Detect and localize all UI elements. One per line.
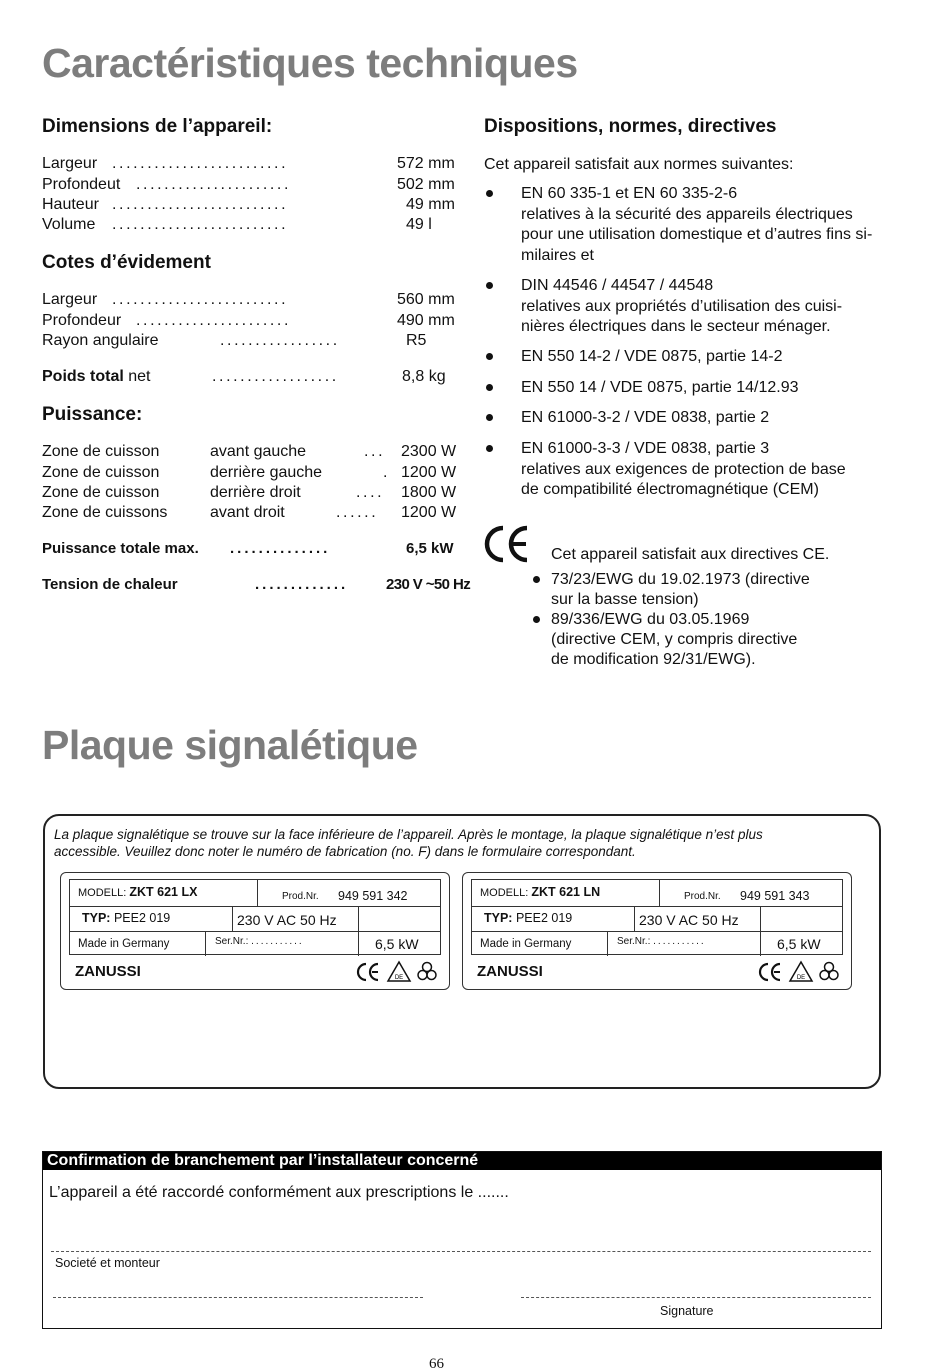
power-zone-value: 2300 W (401, 443, 457, 460)
dimension-row (42, 176, 462, 196)
standard-text: relatives à la sécurité des appareils électriques (521, 205, 853, 223)
modell-label: MODELL: (78, 887, 127, 899)
certification-marks-icon (755, 959, 845, 985)
power-row (42, 464, 462, 484)
leader-dots: ......................... (112, 291, 289, 308)
leader-dots: . (383, 464, 391, 481)
svg-text:DE: DE (394, 975, 404, 981)
leader-dots: ............. (255, 576, 349, 593)
dimension-row (42, 196, 462, 216)
ser-label: Ser.Nr.: (617, 936, 651, 947)
power-rating: 6,5 kW (777, 936, 821, 952)
standard-code: EN 550 14-2 / VDE 0875, partie 14-2 (521, 348, 783, 365)
leader-dots: .................. (212, 368, 339, 385)
rating-plate (462, 872, 852, 990)
power-zone-value: 1800 W (401, 484, 457, 501)
standard-text: nières électriques dans le secteur ménager. (521, 318, 831, 335)
leader-dots: ...................... (136, 176, 291, 193)
cutout-row (42, 312, 462, 332)
company-line[interactable] (51, 1251, 871, 1252)
page-number: 66 (429, 1356, 444, 1372)
signature-label: Signature (660, 1304, 714, 1318)
modell-value: ZKT 621 LN (531, 885, 601, 899)
made-in: Made in Germany (78, 938, 170, 950)
date-line[interactable] (53, 1297, 423, 1298)
typ-label: TYP: (484, 911, 513, 925)
plate-note-line: La plaque signalétique se trouve sur la face inférieure de l’appareil. Après le montage, la plaque signalétique n’est plus (54, 827, 763, 842)
ce-intro: Cet appareil satisfait aux directives CE. (551, 546, 830, 563)
power-zone-label: Zone de cuisson (42, 484, 160, 501)
power-zone-label: Zone de cuissons (42, 504, 168, 521)
plate-note (54, 826, 763, 860)
leader-dots: .... (356, 484, 385, 501)
dimension-value: 572 mm (397, 155, 455, 172)
standards-intro: Cet appareil satisfait aux normes suivantes: (484, 156, 794, 173)
cutout-value: 560 mm (397, 291, 455, 308)
dimension-value: 49 mm (406, 196, 455, 213)
standard-code: EN 550 14 / VDE 0875, partie 14/12.93 (521, 379, 799, 396)
voltage-rating: 230 V AC 50 Hz (639, 912, 739, 928)
svg-text:DE: DE (796, 975, 806, 981)
ce-directive-line: 73/23/EWG du 19.02.1973 (directive (551, 571, 810, 588)
typ-value: PEE2 019 (515, 911, 573, 925)
power-zone-position: derrière droit (210, 484, 301, 501)
weight-label-rest: net (123, 368, 151, 385)
confirmation-heading: Confirmation de branchement par l’installateur concerné (43, 1152, 881, 1170)
plate-section-title: Plaque signalétique (42, 722, 418, 768)
leader-dots: ... (364, 443, 386, 460)
voltage-rating: 230 V AC 50 Hz (237, 912, 337, 928)
power-row (42, 504, 462, 524)
power-row (42, 443, 462, 463)
typ-label: TYP: (82, 911, 111, 925)
dimension-value: 49 l (406, 216, 432, 233)
cutout-label: Profondeur (42, 312, 122, 329)
cutout-label: Rayon angulaire (42, 332, 159, 349)
standard-text: de compatibilité électromagnétique (CEM) (521, 481, 819, 498)
prod-label: Prod.Nr. (684, 891, 721, 902)
standard-code: EN 61000-3-3 / VDE 0838, partie 3 (521, 440, 770, 457)
typ-value: PEE2 019 (113, 911, 171, 925)
leader-dots: ...................... (136, 312, 291, 329)
company-label: Societé et monteur (55, 1256, 160, 1270)
total-power-value: 6,5 kW (406, 540, 454, 557)
leader-dots: ......................... (112, 216, 289, 233)
total-power-row (42, 540, 462, 560)
weight-value: 8,8 kg (402, 368, 446, 385)
plate-note-line: accessible. Veuillez donc noter le numéro de fabrication (no. F) dans le formulaire correspondant. (54, 844, 636, 859)
voltage-value: 230 V ~50 Hz (386, 576, 471, 593)
brand-logo: ZANUSSI (477, 963, 543, 980)
dimension-label: Hauteur (42, 196, 99, 213)
leader-dots: ......................... (112, 155, 289, 172)
power-zone-position: avant droit (210, 504, 285, 521)
prod-label: Prod.Nr. (282, 891, 319, 902)
standard-text: relatives aux exigences de protection de base (521, 460, 846, 478)
voltage-row (42, 576, 471, 596)
dimensions-heading: Dimensions de l’appareil: (42, 116, 273, 137)
bullet-icon (533, 616, 540, 623)
standards-heading: Dispositions, normes, directives (484, 116, 777, 137)
standard-code: EN 60 335-1 et EN 60 335-2-6 (521, 185, 738, 202)
confirmation-text: L’appareil a été raccordé conformément aux prescriptions le ....... (49, 1184, 509, 1201)
power-rating: 6,5 kW (375, 936, 419, 952)
ce-mark-icon (484, 524, 530, 564)
ser-dots: ........... (251, 936, 304, 947)
bullet-icon (486, 282, 493, 289)
rating-plate (60, 872, 450, 990)
leader-dots: ...... (336, 504, 379, 521)
power-zone-position: avant gauche (210, 443, 307, 460)
power-zone-position: derrière gauche (210, 464, 323, 481)
confirmation-form (42, 1151, 882, 1329)
ce-directive-line: (directive CEM, y compris directive (551, 631, 798, 648)
cutout-row (42, 332, 462, 352)
bullet-icon (486, 353, 493, 360)
total-power-label: Puissance totale max. (42, 540, 199, 557)
signature-line[interactable] (521, 1297, 871, 1298)
ce-directive-line: 89/336/EWG du 03.05.1969 (551, 611, 750, 628)
made-in: Made in Germany (480, 938, 572, 950)
standard-code: EN 61000-3-2 / VDE 0838, partie 2 (521, 409, 770, 426)
standard-text: pour une utilisation domestique et d’autres fins si- (521, 226, 873, 243)
standard-item (521, 184, 891, 266)
dimension-row (42, 155, 462, 175)
weight-row (42, 368, 462, 388)
power-zone-label: Zone de cuisson (42, 464, 160, 481)
cutout-value: R5 (406, 332, 427, 349)
power-zone-value: 1200 W (401, 504, 457, 521)
power-heading: Puissance: (42, 404, 143, 425)
standard-text: relatives aux propriétés d’utilisation des cuisi- (521, 297, 843, 315)
leader-dots: ......................... (112, 196, 289, 213)
ce-directive (551, 570, 810, 610)
bullet-icon (486, 384, 493, 391)
leader-dots: ................. (220, 332, 340, 349)
cutout-row (42, 291, 462, 311)
ce-directive-line: de modification 92/31/EWG). (551, 651, 756, 668)
brand-logo: ZANUSSI (75, 963, 141, 980)
dimension-row (42, 216, 462, 236)
cutout-heading: Cotes d’évidement (42, 252, 211, 273)
ser-label: Ser.Nr.: (215, 936, 249, 947)
ser-dots: ........... (653, 936, 706, 947)
prod-value: 949 591 343 (740, 889, 810, 903)
page-title: Caractéristiques techniques (42, 40, 578, 86)
certification-marks-icon (353, 959, 443, 985)
leader-dots: .............. (230, 540, 331, 557)
standard-item (521, 439, 891, 501)
bullet-icon (486, 445, 493, 452)
standard-text: milaires et (521, 246, 594, 264)
standard-item (521, 276, 891, 338)
ce-directive-line: sur la basse tension) (551, 591, 699, 608)
dimension-label: Largeur (42, 155, 98, 172)
power-zone-label: Zone de cuisson (42, 443, 160, 460)
voltage-label: Tension de chaleur (42, 576, 178, 593)
prod-value: 949 591 342 (338, 889, 408, 903)
dimension-value: 502 mm (397, 176, 455, 193)
ce-directive (551, 610, 797, 670)
modell-label: MODELL: (480, 887, 529, 899)
modell-value: ZKT 621 LX (129, 885, 198, 899)
bullet-icon (533, 576, 540, 583)
power-zone-value: 1200 W (401, 464, 457, 481)
bullet-icon (486, 414, 493, 421)
dimension-label: Profondeut (42, 176, 121, 193)
cutout-value: 490 mm (397, 312, 455, 329)
bullet-icon (486, 190, 493, 197)
power-row (42, 484, 462, 504)
dimension-label: Volume (42, 216, 96, 233)
weight-label-bold: Poids total (42, 368, 124, 385)
standard-code: DIN 44546 / 44547 / 44548 (521, 277, 714, 294)
cutout-label: Largeur (42, 291, 98, 308)
